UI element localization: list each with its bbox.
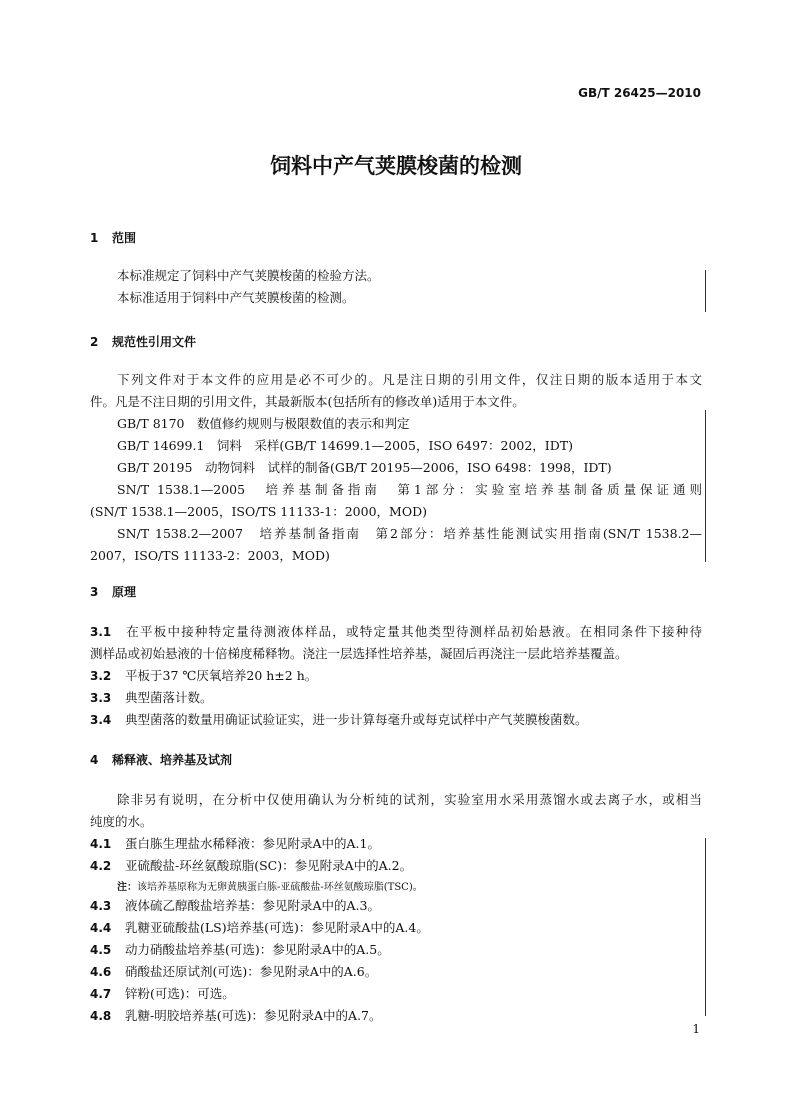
clause-text: 动力硝酸盐培养基(可选)：参见附录A中的A.5。 <box>125 942 390 957</box>
scope-paragraph-1: 本标准规定了饲料中产气荚膜梭菌的检验方法。 <box>117 268 380 283</box>
clause-text: 典型菌落的数量用确证试验证实，进一步计算每毫升或每克试样中产气荚膜梭菌数。 <box>125 712 588 727</box>
clause-text: 亚硫酸盐-环丝氨酸琼脂(SC)：参见附录A中的A.2。 <box>125 858 413 873</box>
standard-code: GB/T 26425—2010 <box>578 86 701 100</box>
clause-4-7 <box>90 983 235 1005</box>
clause-number: 4.8 <box>90 1009 112 1023</box>
change-bar <box>705 410 706 562</box>
clause-4-4 <box>90 917 429 939</box>
section-title: 原理 <box>112 585 137 599</box>
clause-text: 在平板中接种特定量待测液体样品，或特定量其他类型待测样品初始悬液。在相同条件下接种待 <box>125 624 702 639</box>
clause-text: 锌粉(可选)：可选。 <box>125 986 235 1001</box>
reference-gb-t-20195: GB/T 20195 动物饲料 试样的制备(GB/T 20195—2006，ISO 6498：1998，IDT) <box>117 460 612 475</box>
clause-3-1-line-1 <box>90 621 702 643</box>
clause-4-3 <box>90 895 380 917</box>
page-number: 1 <box>692 1022 700 1036</box>
refs-intro-line-1: 下列文件对于本文件的应用是必不可少的。凡是注日期的引用文件，仅注日期的版本适用于本文 <box>117 372 702 387</box>
section-heading-4 <box>90 751 232 768</box>
clause-number: 4.4 <box>90 921 112 935</box>
scope-paragraph-2: 本标准适用于饲料中产气荚膜梭菌的检测。 <box>117 290 355 305</box>
clause-number: 3.3 <box>90 691 112 705</box>
note-label: 注： <box>117 882 137 893</box>
note <box>117 878 423 893</box>
clause-3-4 <box>90 709 588 731</box>
note-text: 该培养基原称为无卵黄胰蛋白胨-亚硫酸盐-环丝氨酸琼脂(TSC)。 <box>137 882 423 893</box>
clause-text: 硝酸盐还原试剂(可选)：参见附录A中的A.6。 <box>125 964 378 979</box>
clause-text: 液体硫乙醇酸盐培养基：参见附录A中的A.3。 <box>125 898 380 913</box>
reagents-intro-line-2: 纯度的水。 <box>90 814 153 829</box>
clause-text: 乳糖亚硫酸盐(LS)培养基(可选)：参见附录A中的A.4。 <box>125 920 429 935</box>
clause-text: 乳糖-明胶培养基(可选)：参见附录A中的A.7。 <box>125 1008 382 1023</box>
clause-number: 4.2 <box>90 859 112 873</box>
clause-number: 4.1 <box>90 837 112 851</box>
clause-number: 4.6 <box>90 965 112 979</box>
section-heading-2 <box>90 333 196 350</box>
clause-number: 3.4 <box>90 713 112 727</box>
clause-4-8 <box>90 1005 381 1027</box>
section-number: 3 <box>90 585 99 599</box>
section-heading-3 <box>90 583 136 600</box>
section-number: 1 <box>90 231 99 245</box>
reference-gb-t-14699-1: GB/T 14699.1 饲料 采样(GB/T 14699.1—2005，ISO 6497：2002，IDT) <box>117 438 573 453</box>
clause-text: 蛋白胨生理盐水稀释液：参见附录A中的A.1。 <box>125 836 380 851</box>
section-title: 范围 <box>112 231 137 245</box>
clause-number: 3.1 <box>90 625 112 639</box>
section-heading-1 <box>90 229 136 246</box>
reference-gb-t-8170: GB/T 8170 数值修约规则与极限数值的表示和判定 <box>117 416 410 431</box>
clause-number: 3.2 <box>90 669 112 683</box>
clause-text: 平板于37 ℃厌氧培养20 h±2 h。 <box>125 668 318 683</box>
reference-sn-t-1538-2-line-1: SN/T 1538.2—2007 培养基制备指南 第2部分：培养基性能测试实用指南(SN/T 1538.2— <box>117 526 702 541</box>
section-number: 4 <box>90 753 99 767</box>
clause-4-6 <box>90 961 377 983</box>
document-title: 饲料中产气荚膜梭菌的检测 <box>270 154 522 178</box>
clause-number: 4.3 <box>90 899 112 913</box>
section-number: 2 <box>90 335 99 349</box>
change-bar <box>705 838 706 1016</box>
refs-intro-line-2: 件。凡是不注日期的引用文件，其最新版本(包括所有的修改单)适用于本文件。 <box>90 394 525 409</box>
clause-3-3 <box>90 687 213 709</box>
reagents-intro-line-1: 除非另有说明，在分析中仅使用确认为分析纯的试剂，实验室用水采用蒸馏水或去离子水，或相当 <box>117 792 702 807</box>
clause-4-1 <box>90 833 380 855</box>
clause-text: 典型菌落计数。 <box>125 690 213 705</box>
reference-sn-t-1538-1-line-1: SN/T 1538.1—2005 培养基制备指南 第1部分：实验室培养基制备质量保证通则 <box>117 482 702 497</box>
reference-sn-t-1538-2-line-2: 2007，ISO/TS 11133-2：2003，MOD) <box>90 548 330 563</box>
change-bar <box>705 270 706 312</box>
clause-4-5 <box>90 939 390 961</box>
clause-number: 4.5 <box>90 943 112 957</box>
clause-4-2 <box>90 855 412 877</box>
clause-3-2 <box>90 665 317 687</box>
clause-number: 4.7 <box>90 987 112 1001</box>
reference-sn-t-1538-1-line-2: (SN/T 1538.1—2005，ISO/TS 11133-1：2000，MOD) <box>90 504 427 519</box>
section-title: 规范性引用文件 <box>112 335 197 349</box>
section-title: 稀释液、培养基及试剂 <box>112 753 233 767</box>
clause-3-1-line-2: 测样品或初始悬液的十倍梯度稀释物。浇注一层选择性培养基，凝固后再浇注一层此培养基覆盖。 <box>90 646 628 661</box>
